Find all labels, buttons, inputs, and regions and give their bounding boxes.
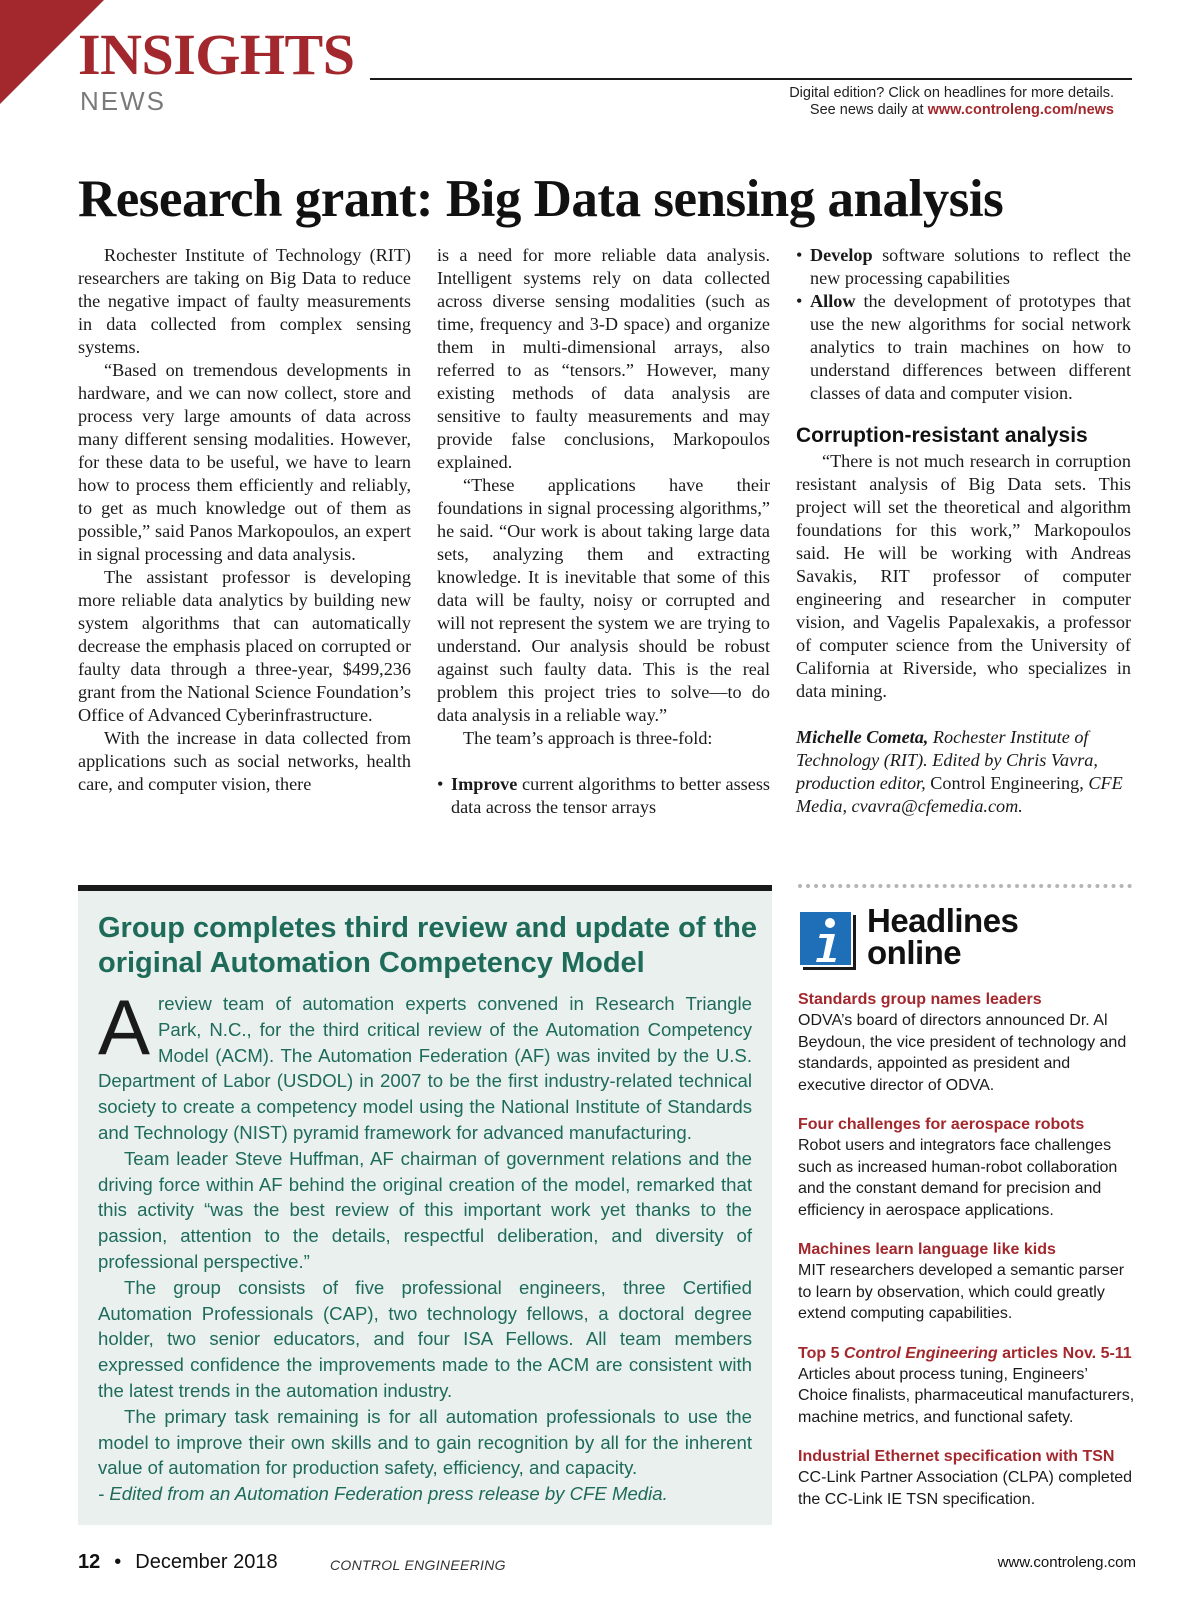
article-paragraph: “There is not much research in corruption resistant analysis of Big Data sets. This project will set the theoretical and algorithm foundations for this work,” Markopoulos said. He will be working with Andreas Savakis, RIT professor of computer engineering and researcher in computer vision, and Vagelis Papalexakis, a professor of computer science from the University of California at Riverside, who specializes in data mining. bbox=[796, 451, 1131, 701]
headlines-list bbox=[798, 990, 1138, 1529]
page-number: 12 bbox=[78, 1551, 101, 1573]
headline-link[interactable]: Industrial Ethernet specification with TSN bbox=[798, 1448, 1115, 1465]
digital-note-line2: See news daily at www.controleng.com/news bbox=[809, 102, 1114, 118]
article-headline[interactable]: Research grant: Big Data sensing analysis bbox=[78, 170, 1004, 228]
drop-cap: A bbox=[98, 983, 151, 1071]
article-paragraph: With the increase in data collected from applications such as social networks, health care, and computer vision, there bbox=[78, 728, 411, 794]
headline-link[interactable]: Four challenges for aerospace robots bbox=[798, 1116, 1085, 1133]
headline-summary: ODVA’s board of directors announced Dr. Al Beydoun, the vice president of technology and standards, appointed as president and executive director of ODVA. bbox=[798, 1012, 1127, 1094]
info-icon bbox=[798, 910, 858, 972]
article-paragraph: Rochester Institute of Technology (RIT) researchers are taking on Big Data to reduce the negative impact of faulty measurements in data collected from complex sensing systems. bbox=[78, 245, 411, 357]
sidebar-paragraph: The primary task remaining is for all automation professionals to use the model to improve their own skills and to gain recognition by all for the inherent value of automation for production safety, efficiency, and capacity. bbox=[98, 1405, 752, 1479]
list-item: • Allow the development of prototypes that use the new algorithms for social network analytics to train machines on how to understand differences between different classes of data and computer vision. bbox=[796, 290, 1131, 405]
headline-summary: CC-Link Partner Association (CLPA) completed the CC-Link IE TSN specification. bbox=[798, 1469, 1133, 1508]
approach-list bbox=[437, 773, 770, 819]
news-link[interactable]: www.controleng.com/news bbox=[927, 102, 1114, 118]
headline-link[interactable]: Standards group names leaders bbox=[798, 991, 1042, 1008]
dotted-divider bbox=[798, 884, 1132, 888]
approach-list-continued bbox=[796, 244, 1131, 405]
headline-summary: MIT researchers developed a semantic parser to learn by observation, which could greatly extend computing capabilities. bbox=[798, 1262, 1125, 1322]
article-paragraph: The team’s approach is three-fold: bbox=[463, 728, 713, 748]
list-item bbox=[798, 1447, 1138, 1510]
headline-link[interactable]: Machines learn language like kids bbox=[798, 1241, 1056, 1258]
article-subhead: Corruption-resistant analysis bbox=[796, 424, 1088, 447]
footer-separator: • bbox=[114, 1551, 122, 1573]
section-title: INSIGHTS bbox=[78, 22, 355, 87]
sidebar-paragraph: A review team of automation experts convened in Research Triangle Park, N.C., for the third critical review of the Automation Competency Model (ACM). The Automation Federation (AF) was invited by the U.S. Department of Labor (USDOL) in 2007 to be the first industry-related technical society to create a competency model using the National Institute of Standards and Technology (NIST) pyramid framework for advanced manufacturing. bbox=[98, 983, 752, 1143]
issue-date: December 2018 bbox=[135, 1551, 278, 1573]
subsection-label: NEWS bbox=[80, 86, 166, 116]
article-paragraph: is a need for more reliable data analysis. Intelligent systems rely on data collected across diverse sensing modalities (such as time, frequency and 3-D space) and organize them in multi-dimensional arrays, also referred to as “tensors.” However, many existing methods of data analysis are sensitive to faulty measurements and may provide false conclusions, Markopoulos explained. bbox=[437, 245, 770, 472]
list-item: • Develop software solutions to reflect the new processing capabilities bbox=[796, 244, 1131, 290]
digital-note-line1: Digital edition? Click on headlines for more details. bbox=[789, 85, 1114, 101]
article-column-1 bbox=[78, 244, 411, 796]
sidebar-headline[interactable]: Group completes third review and update of the original Automation Competency Model bbox=[98, 912, 758, 979]
headline-link[interactable]: Top 5 Control Engineering articles Nov. 5-11 bbox=[798, 1344, 1132, 1362]
magazine-name: CONTROL ENGINEERING bbox=[330, 1557, 506, 1573]
article-paragraph: The assistant professor is developing more reliable data analytics by building new system algorithms that can automatically decrease the emphasis placed on corrupted or faulty data through a three-year, $499,236 grant from the National Science Foundation’s Office of Advanced Cyberinfrastructure. bbox=[78, 567, 411, 725]
sidebar-source-note: - Edited from an Automation Federation press release by CFE Media. bbox=[98, 1483, 668, 1505]
headlines-online-title: Headlines online bbox=[867, 902, 1019, 971]
sidebar-paragraph: Team leader Steve Huffman, AF chairman of government relations and the driving force within AF behind the original creation of the model, remarked that this activity “was the best review of this important work yet thanks to the passion, attention to the details, respectful deliberation, and diversity of professional perspective.” bbox=[98, 1147, 752, 1272]
list-item bbox=[798, 1344, 1138, 1429]
headline-summary: Robot users and integrators face challenges such as increased human-robot collaboration and the constant demand for precision and efficiency in aerospace applications. bbox=[798, 1137, 1118, 1219]
sidebar-story bbox=[78, 885, 772, 1525]
article-paragraph: “Based on tremendous developments in hardware, and we can now collect, store and process very large amounts of data across many different sensing modalities. However, for these data to be useful, we have to learn how to process them efficiently and reliably, to get as much knowledge out of them as possible,” said Panos Markopoulos, an expert in signal processing and data analysis. bbox=[78, 360, 411, 564]
headline-summary: Articles about process tuning, Engineers’ Choice finalists, pharmaceutical manufacturers, machine metrics, and functional safety. bbox=[798, 1365, 1135, 1426]
article-credit: Michelle Cometa, Rochester Institute of Technology (RIT). Edited by Chris Vavra, production editor, Control Engineering, CFE Media, cvavra@cfemedia.com. bbox=[796, 727, 1123, 816]
footer-url[interactable]: www.controleng.com bbox=[997, 1554, 1136, 1571]
page-footer bbox=[78, 1550, 278, 1574]
header-rule bbox=[370, 78, 1132, 80]
list-item bbox=[798, 990, 1138, 1096]
digital-edition-note bbox=[789, 85, 1114, 119]
list-item bbox=[798, 1240, 1138, 1325]
article-column-2 bbox=[437, 244, 770, 819]
sidebar-paragraph: The group consists of five professional engineers, three Certified Automation Professionals (CAP), two technology fellows, a doctoral degree holder, two senior educators, and four ISA Fellows. All team members expressed confidence the improvements made to the ACM are consistent with the latest trends in the automation industry. bbox=[98, 1276, 752, 1401]
list-item bbox=[798, 1115, 1138, 1221]
article-paragraph: “These applications have their foundations in signal processing algorithms,” he said. “Our work is about taking large data sets, analyzing them and extracting knowledge. It is inevitable that some of this data will be faulty, noisy or corrupted and will not represent the system we are trying to understand. Our analysis should be robust against such faulty data. This is the real problem this project tries to solve—to do data analysis in a reliable way.” bbox=[437, 475, 770, 725]
article-column-3 bbox=[796, 244, 1131, 818]
list-item: • Improve current algorithms to better assess data across the tensor arrays bbox=[437, 773, 770, 819]
sidebar-body bbox=[98, 983, 752, 1507]
